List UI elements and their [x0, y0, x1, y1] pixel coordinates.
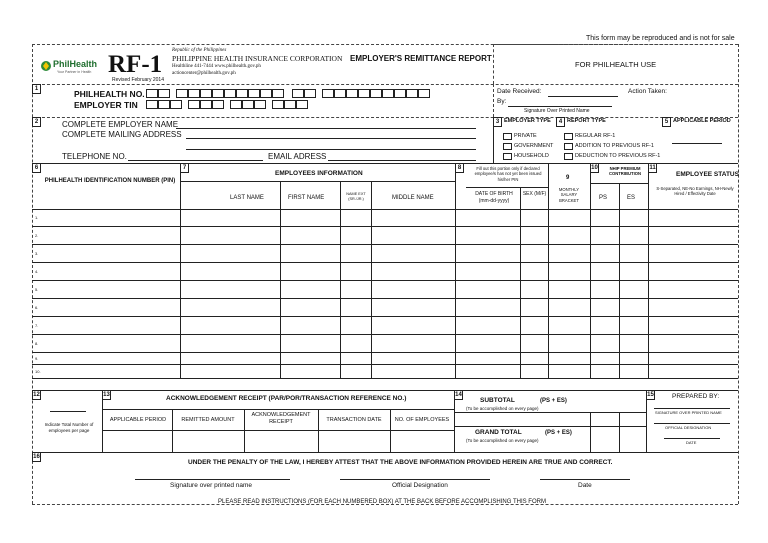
applicable-period-line[interactable] [672, 143, 722, 144]
grand-total-top [454, 426, 646, 427]
prepared-sig-line[interactable] [654, 408, 730, 409]
row-number: 1. [35, 215, 39, 220]
report-title: EMPLOYER'S REMITTANCE REPORT [350, 54, 492, 63]
deduction-checkbox[interactable] [564, 153, 573, 160]
employer-name-line[interactable] [176, 128, 476, 129]
col-first-right-last [340, 365, 341, 379]
grand-total-note: (To be accomplished on every page) [466, 438, 539, 443]
row-number: 7. [35, 323, 39, 328]
private-label: PRIVATE [514, 133, 537, 139]
status-header: EMPLOYEE STATUS [676, 171, 739, 178]
table-row[interactable] [32, 353, 738, 365]
instructions: PLEASE READ INSTRUCTIONS (FOR EACH NUMBERED BOX) AT THE BACK BEFORE ACCOMPLISHING THIS FORM [218, 499, 546, 505]
subtotal-label: SUBTOTAL [480, 397, 515, 404]
table-top [32, 163, 738, 164]
attestation: UNDER THE PENALTY OF THE LAW, I HEREBY ATTEST THAT THE ABOVE INFORMATION PROVIDED HEREIN ARE TRUE AND CORRECT. [188, 459, 613, 466]
col-ps-right-last [619, 365, 620, 379]
table-row[interactable] [32, 227, 738, 245]
by-line[interactable] [508, 106, 612, 107]
name-ext-header: NAME EXT (SR./JR.) [346, 192, 366, 202]
table-row[interactable] [32, 263, 738, 281]
form-right-border [738, 44, 739, 504]
sex-header: SEX (M/F) [522, 191, 547, 197]
row-number: 10. [35, 369, 41, 374]
applicable-period-label: APPLICABLE PERIOD [673, 118, 731, 124]
grand-total-label: GRAND TOTAL [475, 429, 522, 436]
section-12-number: 12 [33, 392, 40, 398]
section-4-number: 4 [556, 117, 565, 127]
subtotal-note: (To be accomplished on every page) [466, 406, 539, 411]
logo-text: PhilHealth [53, 59, 98, 69]
row-number: 2. [35, 233, 39, 238]
deduction-label: DEDUCTION TO PREVIOUS RF-1 [575, 153, 661, 159]
status-note: S-Separated, NE-No Earnings, NH-Newly Hired / Effectivity Date [656, 186, 734, 197]
row-number: 4. [35, 269, 39, 274]
employer-name-label: COMPLETE EMPLOYER NAME [62, 120, 179, 129]
table-row[interactable] [32, 245, 738, 263]
revised-date: Revised February 2014 [112, 77, 164, 83]
date-received-label: Date Received: [497, 88, 542, 95]
prepared-by-label: PREPARED BY: [672, 393, 720, 400]
row-number: 6. [35, 305, 39, 310]
col-salary-right-last [590, 365, 591, 379]
official-designation-caption: OFFICIAL DESIGNATION [665, 425, 712, 430]
grand-total-ps-es: (PS + ES) [545, 430, 572, 436]
employer-tin-cells[interactable] [146, 100, 466, 110]
section-14-number: 14 [455, 392, 462, 398]
section-1-bottom [32, 117, 738, 118]
table-row[interactable] [32, 209, 738, 227]
household-checkbox[interactable] [503, 153, 512, 160]
prepared-date-caption: DATE [686, 440, 697, 445]
mailing-address-label: COMPLETE MAILING ADDRESS [62, 130, 182, 139]
private-checkbox[interactable] [503, 133, 512, 140]
row-number: 3. [35, 251, 39, 256]
section-16-number: 16 [33, 454, 40, 460]
philhealth-logo [40, 58, 102, 78]
col-ext-right-last [371, 365, 372, 379]
email-line[interactable] [328, 160, 476, 161]
salary-header: MONTHLY SALARY BRACKET [558, 187, 580, 203]
telephone-line[interactable] [128, 160, 263, 161]
philhealth-no-cells[interactable] [146, 89, 466, 99]
ack-header-divider [102, 409, 454, 410]
total-employees-line[interactable] [50, 411, 86, 412]
ack-col-period: APPLICABLE PERIOD [109, 417, 167, 423]
contact-line-2: actioncenter@philhealth.gov.ph [172, 71, 236, 76]
ack-title: ACKNOWLEDGEMENT RECEIPT (PAR/POR/TRANSACTION REFERENCE NO.) [166, 395, 407, 402]
for-use-box-top [493, 44, 738, 45]
for-use-box-left [493, 44, 494, 84]
row-number: 5. [35, 287, 39, 292]
ack-col-amount: REMITTED AMOUNT [181, 417, 235, 423]
employer-type-label: EMPLOYER TYPE [504, 118, 551, 124]
signature-caption: Signature Over Printed Name [524, 108, 590, 114]
section-15-number: 15 [647, 392, 654, 398]
ack-cols-divider [102, 430, 454, 431]
col-last-right-last [280, 365, 281, 379]
section-1-number: 1 [32, 84, 41, 94]
employees-info-header: EMPLOYEES INFORMATION [275, 170, 363, 177]
republic-label: Republic of the Philippines [172, 48, 227, 53]
col-pin-right-last [180, 365, 181, 379]
attest-designation-caption: Official Designation [392, 482, 448, 489]
attest-date-caption: Date [578, 482, 592, 489]
table-row[interactable] [32, 299, 738, 317]
addition-checkbox[interactable] [564, 143, 573, 150]
form-code: RF-1 [108, 51, 163, 78]
government-label: GOVERNMENT [514, 143, 554, 149]
ack-col-transaction-date: TRANSACTION DATE [326, 417, 382, 423]
dob-header: DATE OF BIRTH (mm-dd-yyyy) [475, 191, 513, 204]
office-use-divider [493, 84, 494, 117]
section-13-number: 13 [103, 392, 110, 398]
for-philhealth-use: FOR PHILHEALTH USE [575, 60, 657, 69]
employer-tin-label: EMPLOYER TIN [74, 100, 138, 110]
table-rows [32, 209, 738, 365]
telephone-label: TELEPHONE NO. [62, 152, 127, 161]
section-9-number: 9 [566, 175, 570, 181]
by-label: By: [497, 98, 507, 105]
email-label: EMAIL ADRESS [268, 152, 327, 161]
col-dob-right-last [520, 365, 521, 379]
government-checkbox[interactable] [503, 143, 512, 150]
header-divider [32, 84, 738, 85]
row-number: 9. [35, 356, 39, 361]
fill-note-divider [466, 187, 548, 188]
contact-line-1: Healthline 441-7444 www.philhealth.gov.ph [172, 64, 261, 69]
reproduction-notice: This form may be reproduced and is not for sale [586, 35, 735, 42]
col-middle-right-last [455, 365, 456, 379]
date-received-line[interactable] [548, 96, 618, 97]
subtotal-col-1 [590, 412, 591, 452]
es-header: ES [627, 195, 636, 201]
prepared-date-line[interactable] [664, 438, 720, 439]
last-name-header: LAST NAME [230, 195, 264, 201]
ps-header: PS [599, 195, 608, 201]
subtotal-col-2 [619, 412, 620, 452]
attest-sig-caption: Signature over printed name [170, 482, 253, 489]
emp-info-divider [180, 181, 455, 182]
section-3-number: 3 [493, 117, 502, 127]
household-label: HOUSEHOLD [514, 153, 549, 159]
row-number: 8. [35, 341, 39, 346]
pin-header: PHILHEALTH IDENTIFICATION NUMBER (PIN) [44, 178, 176, 184]
logo-tagline: Your Partner in Health [57, 70, 92, 74]
nhip-header: NHIP PREMIUM CONTRIBUTION [608, 166, 642, 177]
mailing-address-line-1[interactable] [186, 138, 476, 139]
section-8-number: 8 [455, 163, 464, 173]
table-row[interactable] [32, 281, 738, 299]
section-11-number: 11 [649, 165, 656, 171]
regular-label: REGULAR RF-1 [575, 133, 616, 139]
section-5-number: 5 [662, 117, 671, 127]
section-2-number: 2 [32, 117, 41, 127]
report-type-label: REPORT TYPE [567, 118, 606, 124]
section-10-number: 10 [591, 165, 598, 171]
attest-sig-line[interactable] [135, 479, 290, 480]
first-name-header: FIRST NAME [288, 195, 325, 201]
subtotal-ps-es: (PS + ES) [540, 398, 567, 404]
mailing-address-line-2[interactable] [186, 149, 476, 150]
col-es-right-last [648, 365, 649, 379]
total-note: Indicate Total Number of employees per page [44, 422, 94, 433]
subtotal-divider [454, 412, 646, 413]
addition-label: ADDITION TO PREVIOUS RF-1 [575, 143, 654, 149]
section-6-number: 6 [32, 163, 41, 173]
col-sex-right-last [548, 365, 549, 379]
table-row[interactable] [32, 335, 738, 353]
regular-checkbox[interactable] [564, 133, 573, 140]
prepared-designation-line[interactable] [654, 423, 730, 424]
attest-designation-line[interactable] [340, 479, 490, 480]
table-row[interactable] [32, 317, 738, 335]
fill-note: Fill out this portion only if declared employee/s has not yet been issued his/her PIN [474, 166, 542, 182]
middle-name-header: MIDDLE NAME [392, 195, 434, 201]
corporation-name: PHILIPPINE HEALTH INSURANCE CORPORATION [172, 54, 343, 63]
philhealth-no-label: PHILHEALTH NO. [74, 89, 145, 99]
section-7-number: 7 [180, 163, 189, 173]
action-taken-label: Action Taken: [628, 88, 667, 95]
sig-printed-caption: SIGNATURE OVER PRINTED NAME [655, 410, 722, 415]
attest-date-line[interactable] [540, 479, 630, 480]
ack-col-no-employees: NO. OF EMPLOYEES [394, 417, 450, 423]
section-16-top [32, 452, 738, 453]
ack-col-receipt: ACKNOWLEDGEMENT RECEIPT [251, 412, 311, 426]
footer-top [32, 390, 738, 391]
table-row[interactable] [32, 365, 738, 379]
